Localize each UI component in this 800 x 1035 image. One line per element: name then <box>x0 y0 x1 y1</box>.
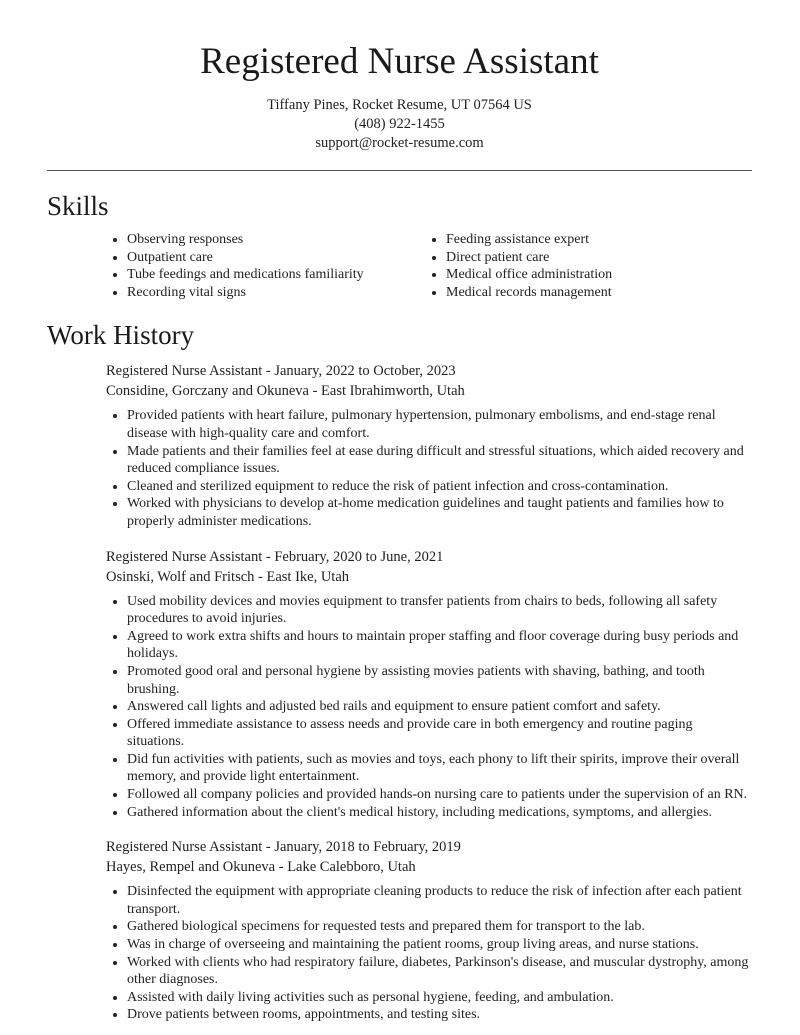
skill-item: • Medical records management <box>446 284 686 302</box>
job-bullet: • Gathered biological specimens for requested tests and prepared them for transport to the lab. <box>127 918 752 936</box>
job-bullet: • Did fun activities with patients, such as movies and toys, each phony to lift their spirits, improve their overall memory, and provide light entertainment. <box>127 751 752 786</box>
job-bullet: • Promoted good oral and personal hygiene by assisting movies patients with shaving, bathing, and tooth brushing. <box>127 663 752 698</box>
skills-column-right <box>367 231 686 301</box>
job-entry <box>106 361 752 530</box>
work-history-list <box>47 361 752 1024</box>
job-title: Registered Nurse Assistant - January, 2018 to February, 2019 <box>106 839 461 856</box>
job-bullet: • Provided patients with heart failure, pulmonary hypertension, pulmonary embolisms, and end-stage renal disease with high-quality care and comfort. <box>127 407 752 442</box>
job-bullet: • Worked with clients who had respiratory failure, diabetes, Parkinson's disease, and muscular dystrophy, among other diagnoses. <box>127 954 752 989</box>
job-company: Hayes, Rempel and Okuneva - Lake Calebboro, Utah <box>106 859 416 876</box>
phone: (408) 922-1455 <box>354 116 445 132</box>
skills-list <box>47 231 752 301</box>
skills-column-left <box>47 231 367 301</box>
job-bullet: • Drove patients between rooms, appointments, and testing sites. <box>127 1006 752 1024</box>
skill-item: • Direct patient care <box>446 249 686 267</box>
job-entry <box>106 837 752 1024</box>
job-bullet: • Agreed to work extra shifts and hours to maintain proper staffing and floor coverage during busy periods and holidays. <box>127 628 752 663</box>
job-entry <box>106 547 752 822</box>
contact-info <box>47 96 752 153</box>
skill-item: • Recording vital signs <box>127 284 367 302</box>
skill-item: • Feeding assistance expert <box>446 231 686 249</box>
job-bullet: • Assisted with daily living activities such as personal hygiene, feeding, and ambulation. <box>127 989 752 1007</box>
job-bullet: • Used mobility devices and movies equipment to transfer patients from chairs to beds, following all safety procedures to avoid injuries. <box>127 593 752 628</box>
job-title: Registered Nurse Assistant - January, 2022 to October, 2023 <box>106 363 456 380</box>
job-title: Registered Nurse Assistant - February, 2020 to June, 2021 <box>106 548 444 565</box>
email: support@rocket-resume.com <box>315 135 484 151</box>
job-bullets <box>106 593 752 822</box>
skill-item: • Observing responses <box>127 231 367 249</box>
skills-heading: Skills <box>47 191 109 221</box>
address: Tiffany Pines, Rocket Resume, UT 07564 US <box>267 97 532 113</box>
job-bullet: • Offered immediate assistance to assess needs and provide care in both emergency and routine paging situations. <box>127 716 752 751</box>
divider <box>47 170 752 171</box>
job-bullet: • Answered call lights and adjusted bed rails and equipment to ensure patient comfort and safety. <box>127 698 752 716</box>
job-bullets <box>106 407 752 530</box>
skill-item: • Tube feedings and medications familiarity <box>127 266 367 284</box>
job-bullet: • Made patients and their families feel at ease during difficult and stressful situations, which aided recovery and reduced compliance issues. <box>127 443 752 478</box>
job-bullet: • Disinfected the equipment with appropriate cleaning products to reduce the risk of infection after each patient transport. <box>127 883 752 918</box>
job-company: Considine, Gorczany and Okuneva - East Ibrahimworth, Utah <box>106 383 465 400</box>
work-history-heading: Work History <box>47 320 195 351</box>
job-bullet: • Was in charge of overseeing and maintaining the patient rooms, group living areas, and nurse stations. <box>127 936 752 954</box>
job-bullet: • Worked with physicians to develop at-home medication guidelines and taught patients and families how to properly administer medications. <box>127 495 752 530</box>
job-bullet: • Gathered information about the client's medical history, including medications, symptoms, and allergies. <box>127 804 752 822</box>
job-bullets <box>106 883 752 1024</box>
skill-item: • Medical office administration <box>446 266 686 284</box>
job-bullet: • Followed all company policies and provided hands-on nursing care to patients under the supervision of an RN. <box>127 786 752 804</box>
job-bullet: • Cleaned and sterilized equipment to reduce the risk of patient infection and cross-contamination. <box>127 478 752 496</box>
job-company: Osinski, Wolf and Fritsch - East Ike, Utah <box>106 568 350 585</box>
resume-title: Registered Nurse Assistant <box>200 41 599 82</box>
skill-item: • Outpatient care <box>127 249 367 267</box>
